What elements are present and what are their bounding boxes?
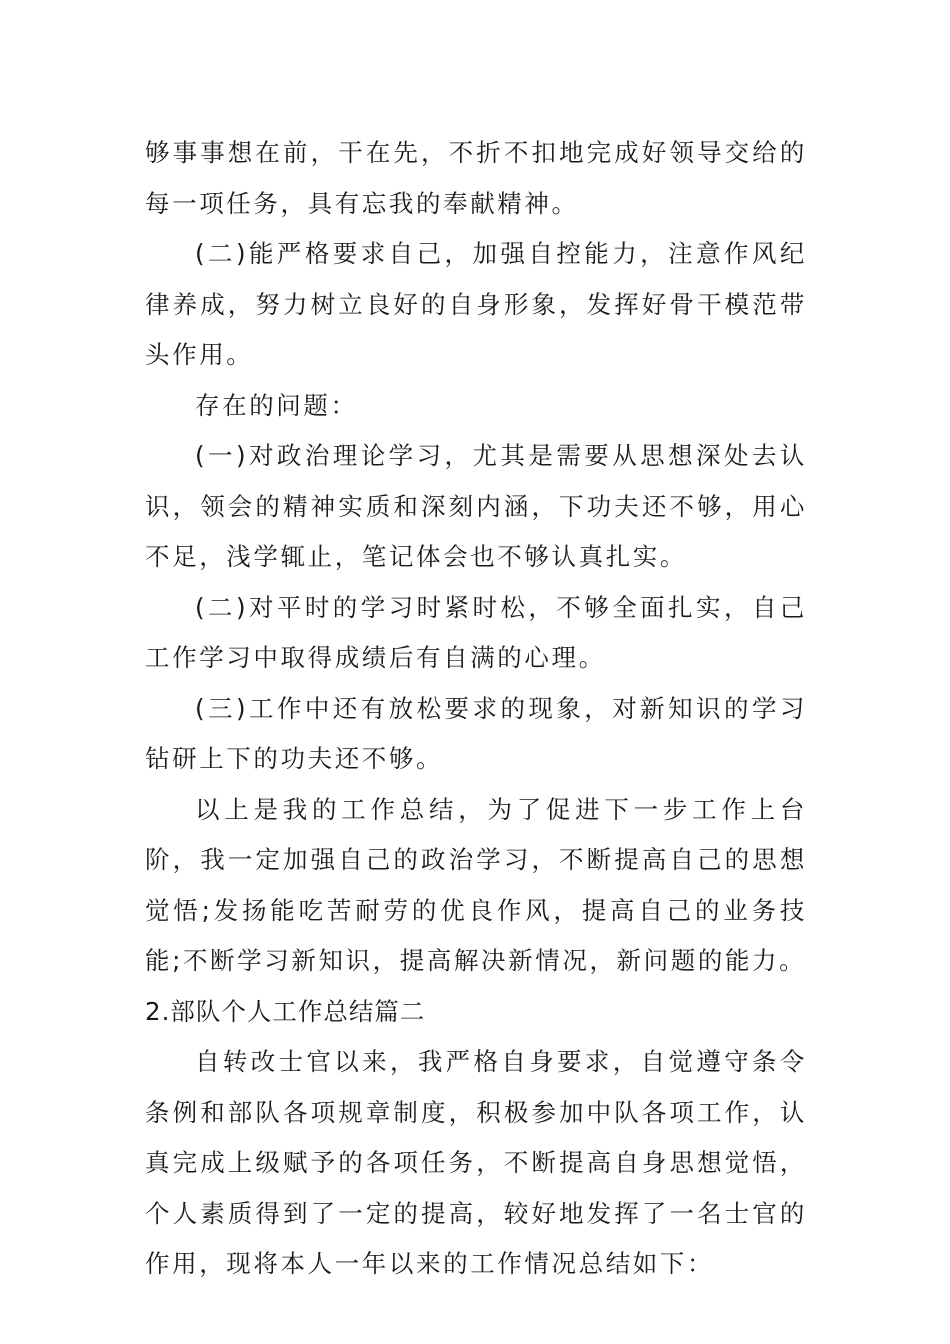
paragraph-strength-two: (二)能严格要求自己，加强自控能力，注意作风纪律养成，努力树立良好的自身形象，发挥好骨干模范带头作用。 [145, 239, 807, 369]
paragraph-continuation: 够事事想在前，干在先，不折不扣地完成好领导交给的每一项任务，具有忘我的奉献精神。 [145, 138, 807, 218]
document-body [145, 128, 807, 1290]
paragraph-problem-two: (二)对平时的学习时紧时松，不够全面扎实，自己工作学习中取得成绩后有自满的心理。 [145, 592, 807, 672]
paragraph-problem-three: (三)工作中还有放松要求的现象，对新知识的学习钻研上下的功夫还不够。 [145, 693, 807, 773]
section-heading: 2.部队个人工作总结篇二 [145, 996, 426, 1026]
paragraph-conclusion: 以上是我的工作总结，为了促进下一步工作上台阶，我一定加强自己的政治学习，不断提高自己的思想觉悟;发扬能吃苦耐劳的优良作风，提高自己的业务技能;不断学习新知识，提高解决新情况，新问题的能力。 [145, 794, 807, 975]
paragraph-problems-heading: 存在的问题： [195, 390, 358, 420]
paragraph-problem-one: (一)对政治理论学习，尤其是需要从思想深处去认识，领会的精神实质和深刻内涵，下功夫还不够，用心不足，浅学辄止，笔记体会也不够认真扎实。 [145, 441, 807, 571]
paragraph-section-intro: 自转改士官以来，我严格自身要求，自觉遵守条令条例和部队各项规章制度，积极参加中队各项工作，认真完成上级赋予的各项任务，不断提高自身思想觉悟，个人素质得到了一定的提高，较好地发挥了一名士官的作用，现将本人一年以来的工作情况总结如下： [145, 1047, 807, 1278]
